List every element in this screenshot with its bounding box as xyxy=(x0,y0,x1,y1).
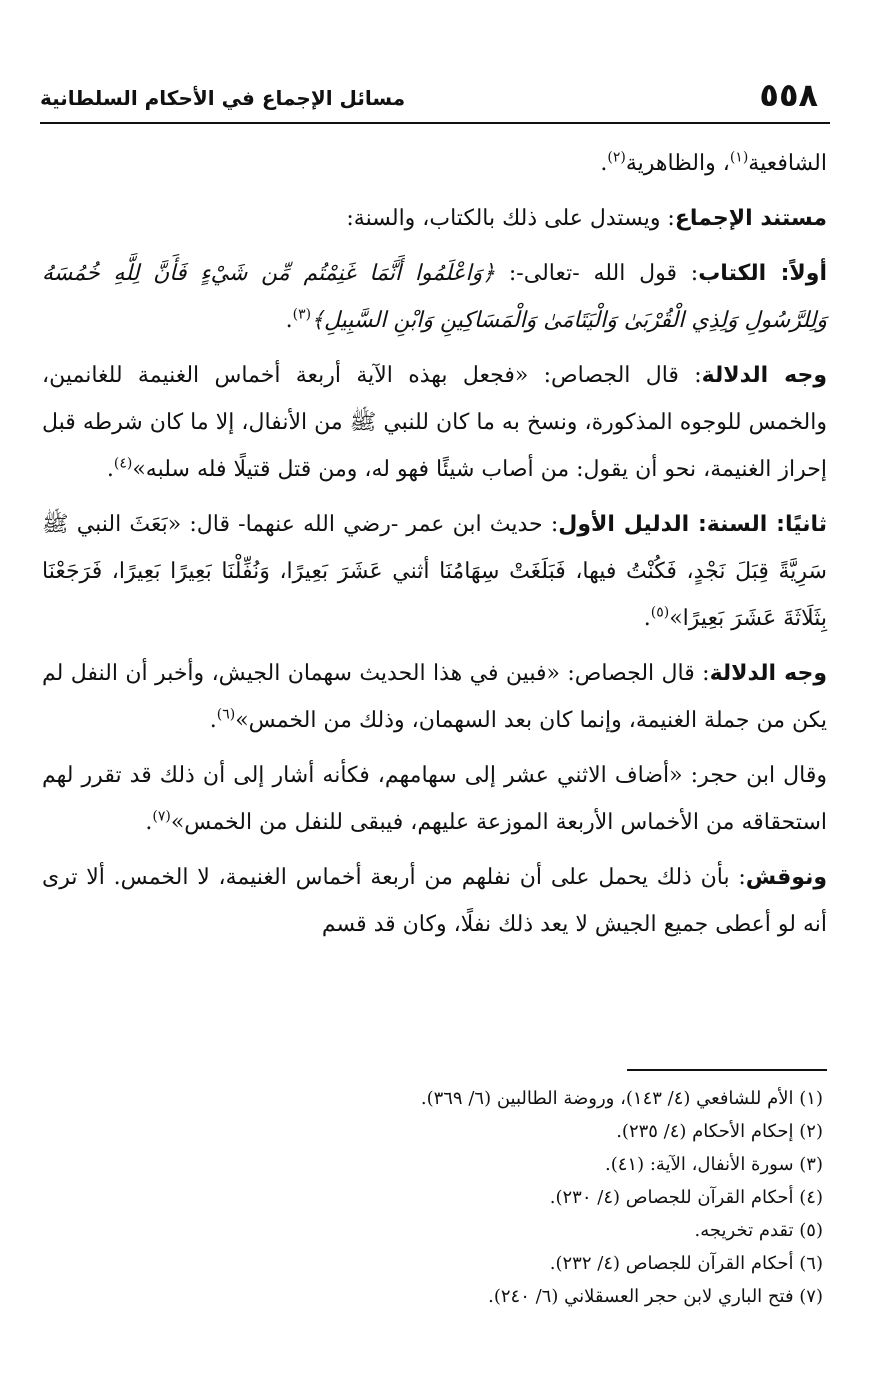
page-header xyxy=(40,70,830,124)
paragraph xyxy=(42,352,827,493)
footnote-item: (١) الأم للشافعي (٤/ ١٤٣)، وروضة الطالبين (٦/ ٣٦٩). xyxy=(420,1088,823,1109)
footnote-ref: (٣) xyxy=(292,306,312,323)
footnote-ref: (٢) xyxy=(607,149,626,166)
paragraph xyxy=(42,250,827,344)
paragraph-end: . xyxy=(145,810,153,835)
paragraph-end: . xyxy=(209,708,217,733)
paragraph-end: . xyxy=(600,151,608,176)
page-number: ٥٥٨ xyxy=(759,76,818,114)
quran-verse: ﴿وَاعْلَمُوا أَنَّمَا غَنِمْتُم مِّن شَيْءٍ فَأَنَّ لِلَّهِ خُمُسَهُ وَلِلرَّسُولِ وَلِذِي الْقُرْبَىٰ وَالْيَتَامَىٰ وَالْمَسَاكِينِ وَابْنِ السَّبِيلِ﴾ xyxy=(42,261,827,333)
footnote-item: (٦) أحكام القرآن للجصاص (٤/ ٢٣٢). xyxy=(549,1253,823,1274)
footnote-ref: (٤) xyxy=(113,455,133,472)
section-label: مستند الإجماع xyxy=(674,206,827,231)
footnote-ref: (١) xyxy=(729,149,749,166)
paragraph xyxy=(42,501,827,642)
paragraph-text: : قول الله -تعالى-: xyxy=(495,261,699,286)
footnote-item: (٣) سورة الأنفال، الآية: (٤١). xyxy=(605,1154,823,1175)
paragraph-end: . xyxy=(106,457,114,482)
running-title: مسائل الإجماع في الأحكام السلطانية xyxy=(40,86,406,110)
paragraph-text: وقال ابن حجر: «أضاف الاثني عشر إلى سهامهم، فكأنه أشار إلى أن ذلك قد تقرر لهم استحقاقه من الأخماس الأربعة الموزعة عليهم، فيبقى للنفل من الخمس» xyxy=(42,763,827,835)
paragraph-text: ، والظاهرية xyxy=(625,151,730,176)
paragraph-text: : قال الجصاص: «فبين في هذا الحديث سهمان الجيش، وأخبر أن النفل لم يكن من جملة الغنيمة، وإنما كان بعد السهمان، وذلك من الخمس» xyxy=(42,661,827,733)
main-text xyxy=(42,140,827,956)
footnote-item: (٢) إحكام الأحكام (٤/ ٢٣٥). xyxy=(616,1121,823,1142)
paragraph-end: . xyxy=(285,308,293,333)
paragraph xyxy=(42,650,827,744)
section-label: أولاً: الكتاب xyxy=(698,261,827,286)
footnote-ref: (٦) xyxy=(216,706,236,723)
footnote-ref: (٥) xyxy=(650,604,670,621)
paragraph xyxy=(42,752,827,846)
footnote-ref: (٧) xyxy=(152,808,171,825)
paragraph-text: : بأن ذلك يحمل على أن نفلهم من أربعة أخماس الغنيمة، لا الخمس. ألا ترى أنه لو أعطى جميع الجيش لا يعد ذلك نفلًا، وكان قد قسم xyxy=(42,865,827,937)
footnote-item: (٥) تقدم تخريجه. xyxy=(694,1220,823,1241)
paragraph xyxy=(42,195,827,242)
paragraph-end: . xyxy=(643,606,651,631)
paragraph xyxy=(42,854,827,948)
paragraph xyxy=(42,140,827,187)
section-label: وجه الدلالة xyxy=(701,363,827,388)
paragraph-text: : ويستدل على ذلك بالكتاب، والسنة: xyxy=(346,206,675,231)
paragraph-text: : حديث ابن عمر -رضي الله عنهما- قال: «بَعَثَ النبي ﷺ سَرِيَّةً قِبَلَ نَجْدٍ، فَكُنْتُ فيها، فَبَلَغَتْ سِهَامُنَا أثني عَشَرَ بَعِيرًا، وَنُفِّلْنَا بَعِيرًا بَعِيرًا، فَرَجَعْنَا بِثَلَاثَةَ عَشَرَ بَعِيرًا» xyxy=(42,512,827,631)
footnote-item: (٧) فتح الباري لابن حجر العسقلاني (٦/ ٢٤٠). xyxy=(488,1286,823,1307)
section-label: وجه الدلالة xyxy=(709,661,827,686)
paragraph-text: : قال الجصاص: «فجعل بهذه الآية أربعة أخماس الغنيمة للغانمين، والخمس للوجوه المذكورة، ونسخ به ما كان للنبي ﷺ من الأنفال، إلا ما كان شرطه قبل إحراز الغنيمة، نحو أن يقول: من أصاب شيئًا فهو له، ومن قتل قتيلًا فله سلبه» xyxy=(42,363,827,482)
section-label: ونوقش xyxy=(745,865,827,890)
section-label: ثانيًا: السنة: الدليل الأول xyxy=(558,512,827,537)
footnote-separator xyxy=(627,1069,827,1071)
footnotes-list xyxy=(63,1082,823,1313)
footnote-item: (٤) أحكام القرآن للجصاص (٤/ ٢٣٠). xyxy=(549,1187,823,1208)
paragraph-text: الشافعية xyxy=(748,151,827,176)
